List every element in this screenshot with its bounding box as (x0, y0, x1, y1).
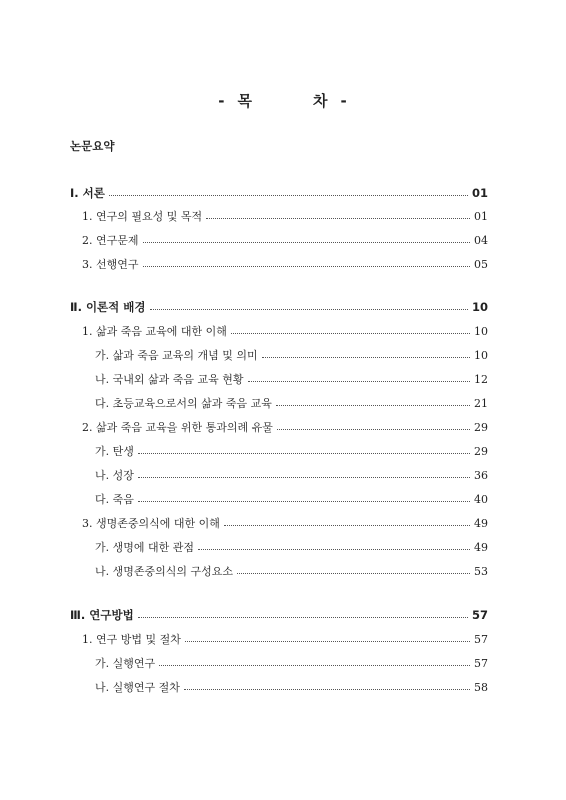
toc-entry-page: 05 (474, 257, 488, 271)
toc-entry[interactable] (0, 607, 566, 623)
toc-leader-dots (138, 476, 470, 478)
toc-entry-label: 나. 국내외 삶과 죽음 교육 현황 (95, 373, 244, 386)
toc-entry[interactable] (0, 232, 566, 248)
toc-leader-dots (138, 500, 470, 502)
toc-entry-page: 58 (474, 680, 488, 694)
toc-entry-label: 나. 성장 (95, 469, 134, 482)
toc-entry-page: 01 (471, 186, 488, 200)
toc-entry-label: 가. 생명에 대한 관점 (95, 541, 194, 554)
toc-leader-dots (143, 265, 471, 267)
toc-entry-label: 나. 생명존중의식의 구성요소 (95, 565, 234, 578)
toc-entry[interactable] (0, 563, 566, 579)
toc-entry[interactable] (0, 631, 566, 647)
toc-entry[interactable] (0, 467, 566, 483)
toc-entry-page: 40 (474, 492, 488, 506)
toc-entry[interactable] (0, 655, 566, 671)
toc-entry-label: 다. 초등교육으로서의 삶과 죽음 교육 (95, 397, 272, 410)
toc-leader-dots (184, 688, 470, 690)
toc-entry-page: 29 (474, 420, 488, 434)
toc-entry-page: 49 (474, 540, 488, 554)
toc-entry-page: 10 (474, 324, 488, 338)
toc-entry-page: 12 (474, 372, 488, 386)
toc-leader-dots (206, 217, 470, 219)
toc-leader-dots (231, 332, 470, 334)
toc-leader-dots (276, 404, 470, 406)
toc-leader-dots (138, 616, 468, 618)
toc-entry-page: 21 (474, 396, 488, 410)
toc-leader-dots (143, 241, 471, 243)
toc-leader-dots (185, 640, 470, 642)
toc-entry[interactable] (0, 539, 566, 555)
toc-entry-page: 49 (474, 516, 488, 530)
toc-entry[interactable] (0, 371, 566, 387)
toc-leader-dots (159, 664, 470, 666)
toc-entry-label: Ⅱ. 이론적 배경 (70, 300, 146, 314)
toc-leader-dots (237, 572, 470, 574)
toc-entry-page: 01 (474, 209, 488, 223)
title-dash-right: - (340, 91, 348, 110)
toc-entry[interactable] (0, 419, 566, 435)
toc-leader-dots (109, 194, 468, 196)
toc-entry-label: 가. 삶과 죽음 교육의 개념 및 의미 (95, 349, 258, 362)
title-char-1: 목 (237, 92, 253, 110)
toc-entry-label: 1. 삶과 죽음 교육에 대한 이해 (82, 325, 227, 338)
toc-entry-label: 가. 탄생 (95, 445, 134, 458)
toc-entry-label: 2. 연구문제 (82, 234, 139, 247)
abstract-heading: 논문요약 (70, 139, 115, 153)
toc-entry[interactable] (0, 679, 566, 695)
toc-entry-page: 04 (474, 233, 488, 247)
toc-entry-page: 36 (474, 468, 488, 482)
toc-entry-page: 29 (474, 444, 488, 458)
toc-entry[interactable] (0, 491, 566, 507)
title-char-2: 차 (313, 92, 329, 110)
toc-entry-label: Ⅰ. 서론 (70, 186, 105, 200)
toc-entry[interactable] (0, 515, 566, 531)
toc-entry-label: Ⅲ. 연구방법 (70, 608, 134, 622)
title-dash-left: - (218, 91, 226, 110)
toc-entry-page: 57 (474, 632, 488, 646)
toc-entry[interactable] (0, 443, 566, 459)
toc-leader-dots (224, 524, 470, 526)
toc-leader-dots (138, 452, 470, 454)
toc-entry[interactable] (0, 299, 566, 315)
toc-entry[interactable] (0, 395, 566, 411)
toc-entry[interactable] (0, 347, 566, 363)
toc-entry-page: 57 (474, 656, 488, 670)
toc-entry[interactable] (0, 323, 566, 339)
toc-entry-label: 가. 실행연구 (95, 657, 156, 670)
toc-entry-label: 1. 연구 방법 및 절차 (82, 633, 181, 646)
toc-entry-label: 3. 선행연구 (82, 258, 139, 271)
toc-entry-page: 53 (474, 564, 488, 578)
toc-entry-label: 3. 생명존중의식에 대한 이해 (82, 517, 220, 530)
toc-leader-dots (248, 380, 471, 382)
toc-entry-label: 나. 실행연구 절차 (95, 681, 180, 694)
toc-entry-page: 10 (474, 348, 488, 362)
toc-leader-dots (150, 308, 468, 310)
toc-leader-dots (262, 356, 470, 358)
toc-entry-page: 57 (471, 608, 488, 622)
page-title (0, 90, 566, 111)
toc-entry[interactable] (0, 185, 566, 201)
toc-leader-dots (277, 428, 470, 430)
toc-entry-label: 2. 삶과 죽음 교육을 위한 통과의례 유물 (82, 421, 273, 434)
toc-entry-label: 1. 연구의 필요성 및 목적 (82, 210, 203, 223)
toc-entry[interactable] (0, 208, 566, 224)
toc-entry-label: 다. 죽음 (95, 493, 134, 506)
toc-entry-page: 10 (471, 300, 488, 314)
toc-entry[interactable] (0, 256, 566, 272)
toc-leader-dots (198, 548, 470, 550)
